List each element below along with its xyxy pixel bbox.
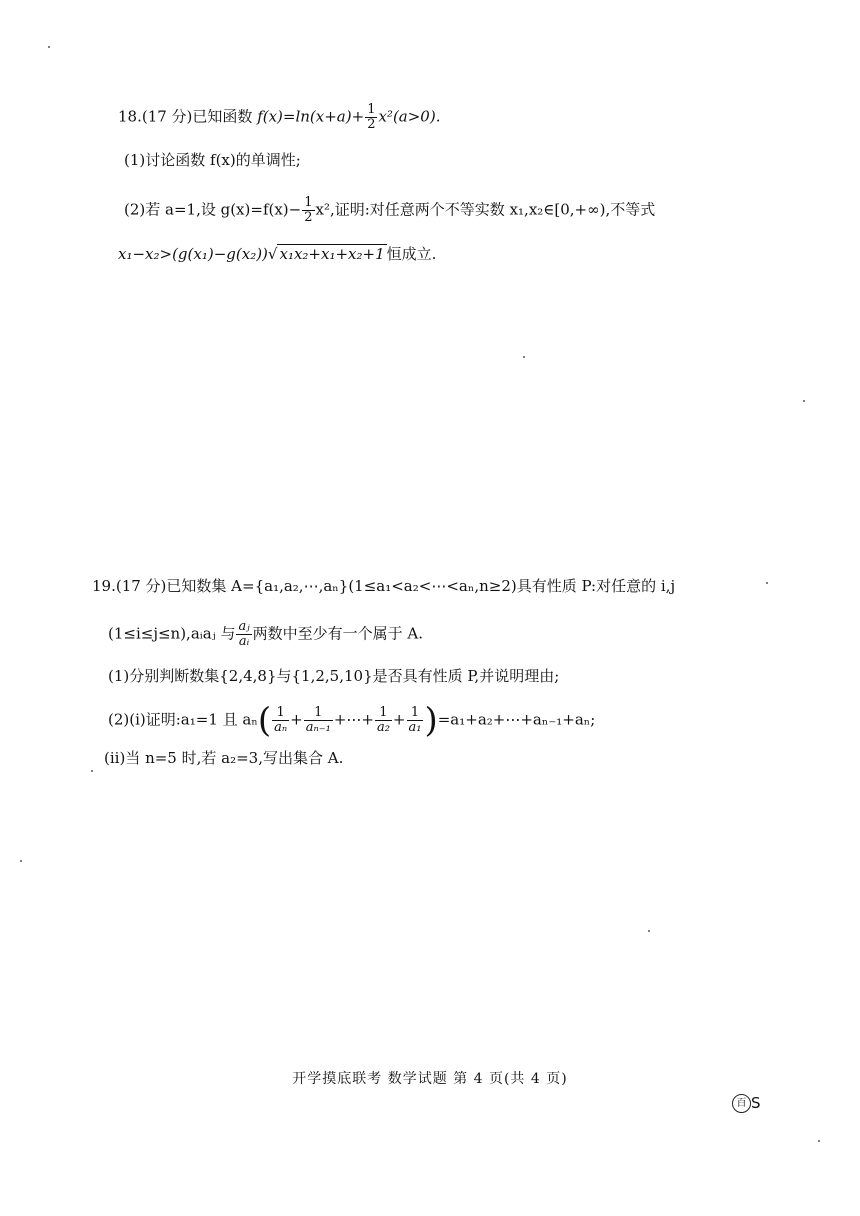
scan-speck — [91, 770, 93, 772]
scan-speck — [766, 582, 768, 584]
q19-part2i: (2)(ⅰ)证明:a₁=1 且 aₙ( $\frac{1}{\text{aₙ}}$ + $\frac{1}{\text{aₙ₋₁}}$ +⋯+ $\frac{1}{\text{a₂}}$ + $\frac{1}{\text{a₁}}$ )=a₁+a₂+⋯+aₙ₋₁+aₙ; — [108, 700, 596, 741]
scan-speck — [818, 1140, 820, 1142]
sqrt-expression: √ x₁x₂+x₁+x₂+1 — [267, 245, 385, 263]
q19-ratio-fraction: $\frac{\text{aⱼ}}{\text{aᵢ}}$ — [238, 619, 250, 649]
q19-part1: (1)分别判断数集{2,4,8}与{1,2,5,10}是否具有性质 P,并说明理由; — [108, 667, 560, 685]
q18-part2: (2)若 a=1,设 g(x)=f(x)− $\frac{1}{2}$ x²,证明:对任意两个不等实数 x₁,x₂∈[0,+∞),不等式 — [124, 195, 656, 225]
q19-property-line: (1≤i≤j≤n),aᵢaⱼ 与 $\frac{\text{aⱼ}}{\text{aᵢ}}$ 两数中至少有一个属于 A. — [108, 619, 424, 649]
q19-part2ii: (ⅱ)当 n=5 时,若 a₂=3,写出集合 A. — [104, 749, 344, 767]
page-footer: 开学摸底联考 数学试题 第 4 页(共 4 页) — [292, 1071, 568, 1087]
scan-speck — [803, 400, 805, 402]
logo-circle-icon: 百 — [732, 1094, 751, 1113]
scan-speck — [48, 46, 50, 48]
q18-part2-fraction: $\frac{1}{2}$ — [304, 195, 313, 225]
q18-statement: 18.(17 分)已知函数 f(x)=ln(x+a)+ $\frac{1}{2}$ x²(a>0). — [118, 102, 441, 132]
q18-part1: (1)讨论函数 f(x)的单调性; — [124, 151, 301, 169]
scan-speck — [20, 860, 22, 862]
q19-statement: 19.(17 分)已知数集 A={a₁,a₂,⋯,aₙ}(1≤a₁<a₂<⋯<aₙ,n≥2)具有性质 P:对任意的 i,j — [92, 577, 676, 595]
scan-speck — [648, 930, 650, 932]
q18-inequality: x₁−x₂>(g(x₁)−g(x₂))√ x₁x₂+x₁+x₂+1 恒成立. — [118, 245, 437, 263]
publisher-logo: 百 S — [732, 1094, 761, 1113]
scan-speck — [523, 356, 525, 358]
q18-fraction: $\frac{1}{2}$ — [367, 102, 376, 132]
